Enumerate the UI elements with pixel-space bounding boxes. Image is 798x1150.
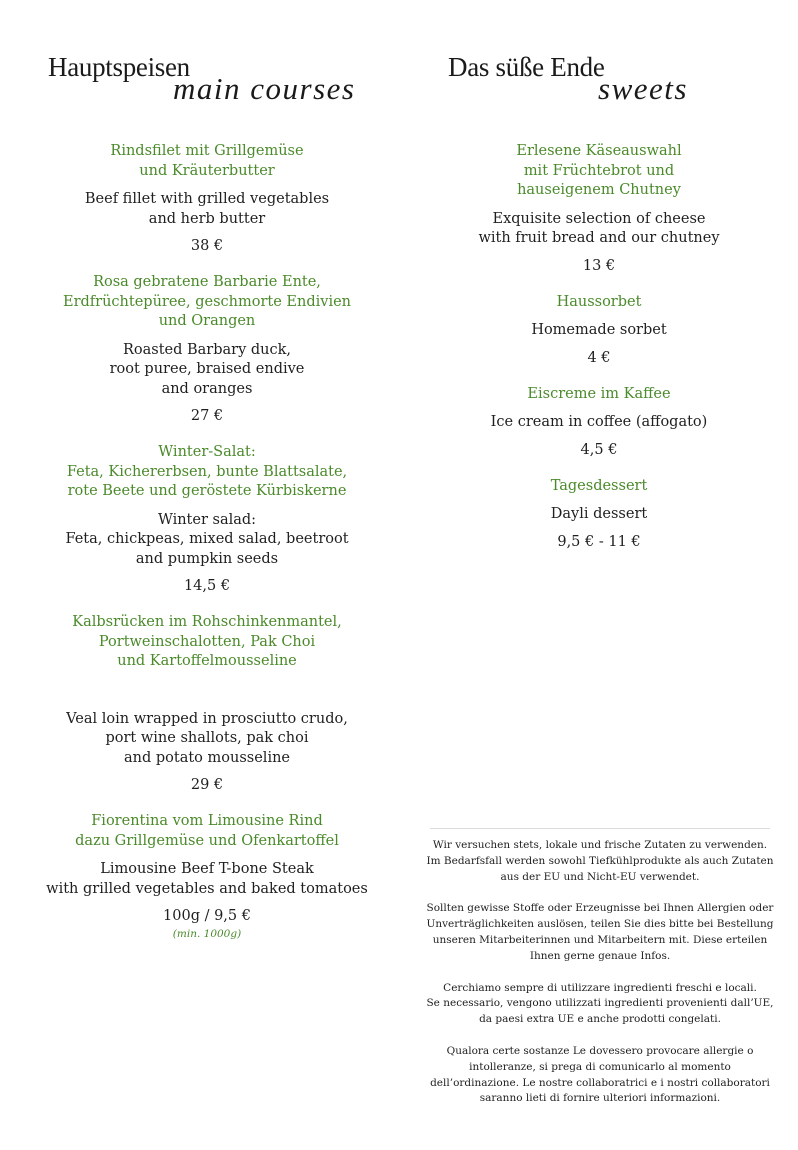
dish-name: Haussorbet: [556, 293, 642, 310]
menu-item: [0, 142, 414, 256]
dish-name: Kalbsrücken im Rohschinkenmantel, Portweinschalotten, Pak Choi und Kartoffelmousseline: [72, 614, 342, 669]
menu-item: [400, 477, 798, 552]
menu-item: [0, 443, 414, 596]
menu-item: [0, 273, 414, 426]
main-courses-title-de: Hauptspeisen: [48, 52, 190, 82]
dish-name: Rindsfilet mit Grillgemüse und Kräuterbutter: [110, 143, 304, 179]
dish-price: 27 €: [190, 408, 224, 424]
dish-name: Eiscreme im Kaffee: [527, 385, 671, 402]
dish-description: Roasted Barbary duck, root puree, braised endive and oranges: [109, 341, 305, 397]
notice-divider: [430, 828, 770, 829]
dish-name: Tagesdessert: [550, 477, 648, 494]
dish-name: Winter-Salat: Feta, Kichererbsen, bunte Blattsalate, rote Beete und geröstete Kürbiskerne: [66, 444, 348, 499]
notice-paragraph-it-2: Qualora certe sostanze Le dovessero provocare allergie o intolleranze, si prega di comunicarlo al momento dell’ordinazione. Le nostre collaboratrici e i nostri collaboratori saranno lieti di fornire ulteriori informazioni.: [430, 1044, 770, 1105]
menu-item: [400, 142, 798, 276]
dish-price: 100g / 9,5 €: [163, 908, 251, 924]
dish-name: Fiorentina vom Limousine Rind dazu Grillgemüse und Ofenkartoffel: [75, 813, 339, 849]
sweets-title-de: Das süße Ende: [448, 52, 605, 82]
menu-item: [0, 613, 414, 795]
notice-paragraph-it-1: Cerchiamo sempre di utilizzare ingredienti freschi e locali. Se necessario, vengono utilizzati ingredienti provenienti dall’UE, da paesi extra UE e anche prodotti congelati.: [426, 981, 774, 1026]
dish-name: Erlesene Käseauswahl mit Früchtebrot und hauseigenem Chutney: [516, 143, 682, 198]
dish-description: Ice cream in coffee (affogato): [490, 414, 708, 430]
dish-description: Winter salad: Feta, chickpeas, mixed salad, beetroot and pumpkin seeds: [65, 511, 349, 567]
dish-description: Limousine Beef T-bone Steak with grilled vegetables and baked tomatoes: [46, 861, 368, 897]
dish-description: Dayli dessert: [550, 506, 648, 522]
main-courses-heading: [48, 52, 355, 104]
dish-description: Beef fillet with grilled vegetables and herb butter: [84, 191, 330, 227]
dish-description: Veal loin wrapped in prosciutto crudo, port wine shallots, pak choi and potato mousseline: [66, 710, 348, 766]
menu-item: [400, 293, 798, 368]
dish-price: 9,5 € - 11 €: [557, 533, 641, 550]
dish-description: Homemade sorbet: [531, 322, 667, 338]
dish-price: 38 €: [190, 238, 224, 254]
sweets-list: [400, 142, 798, 569]
allergy-notice: [424, 838, 776, 1123]
notice-paragraph-de-1: Wir versuchen stets, lokale und frische Zutaten zu verwenden. Im Bedarfsfall werden sowohl Tiefkühlprodukte als auch Zutaten aus der EU und Nicht-EU verwendet.: [426, 839, 774, 883]
dish-note: (min. 1000g): [172, 928, 242, 940]
main-courses-list: [0, 142, 414, 957]
notice-paragraph-de-2: Sollten gewisse Stoffe oder Erzeugnisse bei Ihnen Allergien oder Unverträglichkeiten auslösen, teilen Sie dies bitte bei Bestellung unseren Mitarbeiterinnen und Mitarbeitern mit. Diese erteilen Ihnen gerne genaue Infos.: [426, 902, 774, 962]
dish-price: 13 €: [582, 257, 616, 274]
dish-price: 4,5 €: [580, 441, 618, 458]
dish-description: Exquisite selection of cheese with fruit bread and our chutney: [478, 210, 720, 246]
sweets-title-en: sweets: [598, 71, 688, 106]
dish-price: 14,5 €: [183, 578, 231, 594]
dish-price: 4 €: [587, 349, 611, 366]
sweets-heading: [448, 52, 688, 104]
dish-name: Rosa gebratene Barbarie Ente, Erdfrüchtepüree, geschmorte Endivien und Orangen: [62, 274, 352, 329]
menu-item: [0, 812, 414, 940]
menu-item: [400, 385, 798, 460]
dish-price: 29 €: [190, 777, 224, 793]
main-courses-title-en: main courses: [173, 71, 356, 106]
